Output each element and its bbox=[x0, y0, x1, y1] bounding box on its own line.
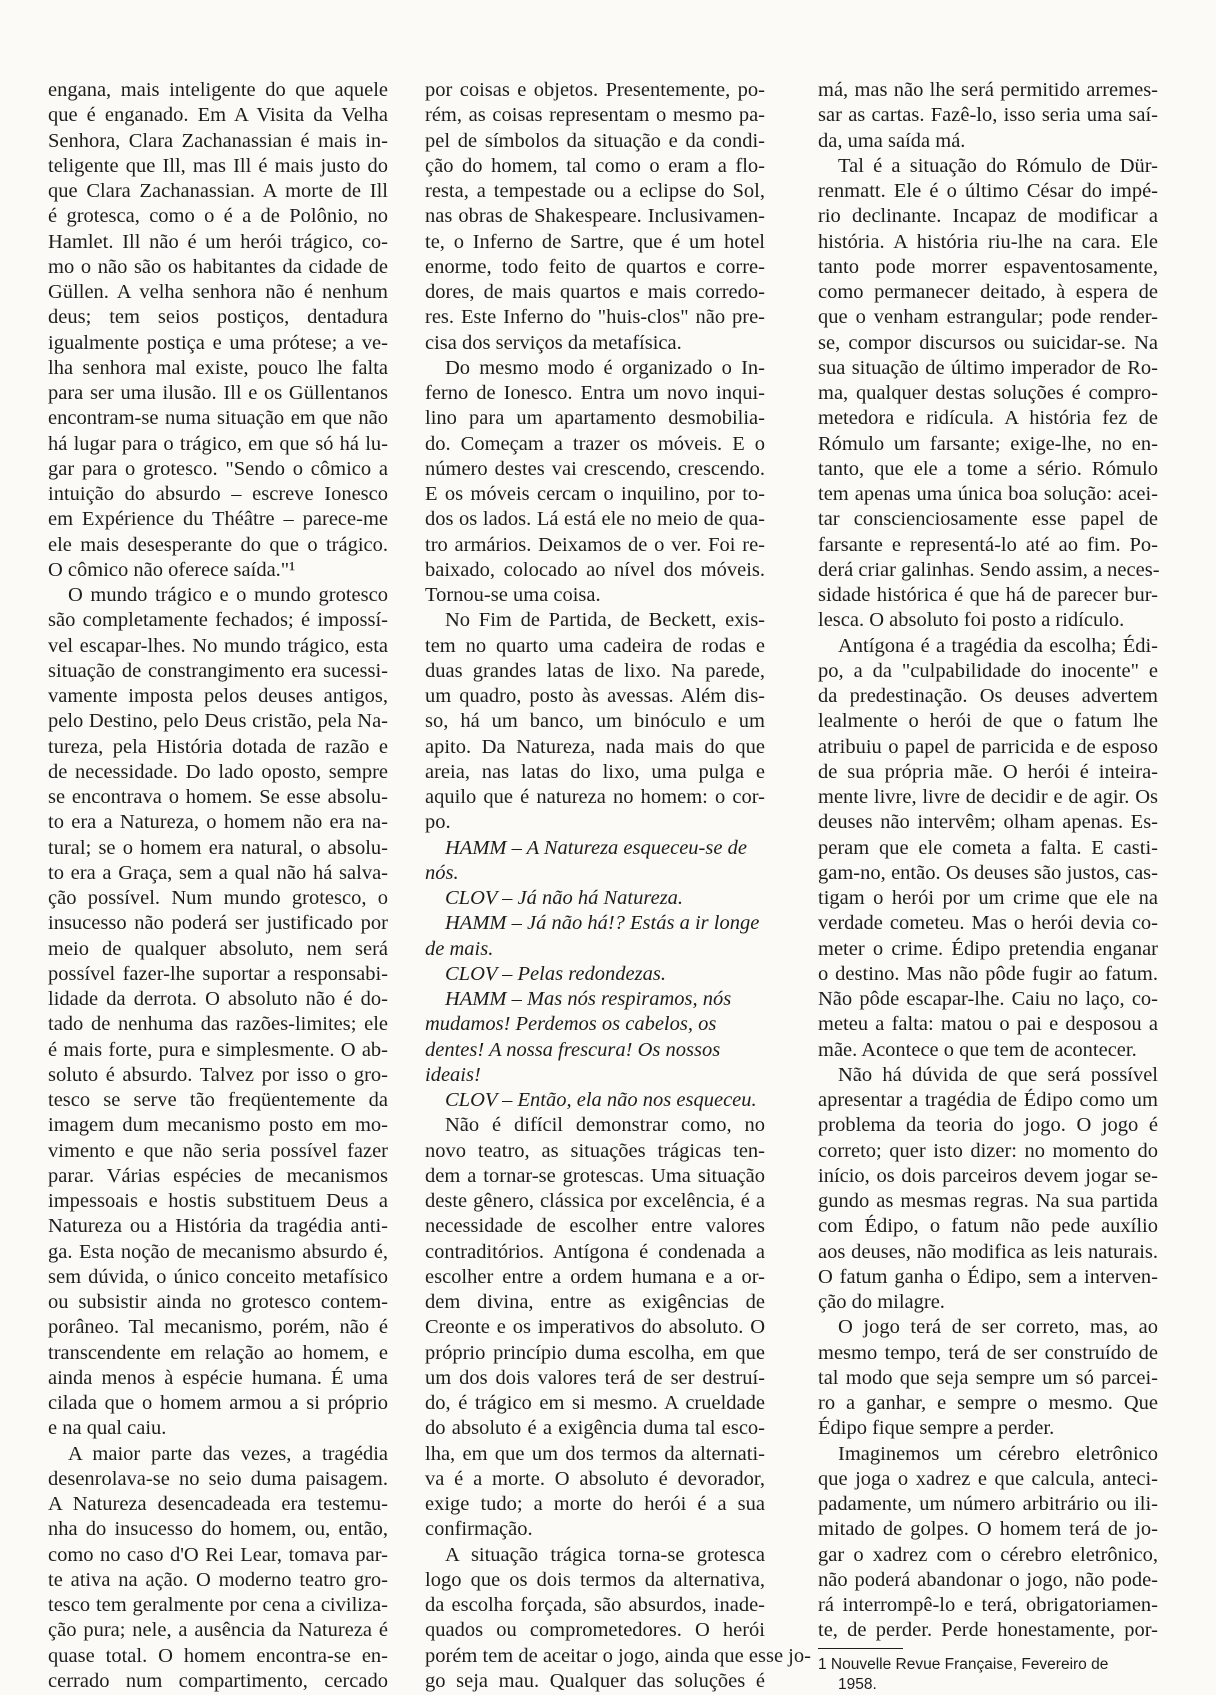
text-line: em Expérience du Théâtre – parece-me bbox=[48, 508, 388, 531]
text-line: história. A história riu-lhe na cara. Ele bbox=[818, 230, 1158, 253]
text-line: Rómulo um farsante; exige-lhe, no en- bbox=[818, 432, 1158, 455]
text-line: tal modo que seja sempre um só parcei- bbox=[818, 1366, 1158, 1389]
text-line: teligente que Ill, mas Ill é mais justo do bbox=[48, 154, 388, 177]
text-line: ção possível. Num mundo grotesco, o bbox=[48, 887, 388, 909]
text-line: escolher entre a ordem humana e a or- bbox=[425, 1265, 765, 1288]
text-line: engana, mais inteligente do que aquele bbox=[48, 79, 388, 101]
text-line: CLOV – Já não há Natureza. bbox=[445, 887, 684, 909]
text-line: tar conscienciosamente esse papel de bbox=[818, 508, 1158, 531]
text-line: to era a Natureza, o homem não era na- bbox=[48, 811, 388, 834]
text-line: por coisas e objetos. Presentemente, po- bbox=[425, 79, 765, 101]
text-line: mo o não são os habitantes da cidade de bbox=[48, 255, 388, 278]
text-line: novo teatro, as situações trágicas ten- bbox=[425, 1139, 765, 1162]
text-line: tureza, pela História dotada de razão e bbox=[48, 735, 388, 758]
footnote-line: 1958. bbox=[838, 1675, 877, 1693]
text-line: do. Começam a trazer os móveis. E o bbox=[425, 432, 765, 455]
text-line: porâneo. Tal mecanismo, porém, não é bbox=[48, 1316, 388, 1339]
text-line: nha do insucesso do homem, ou, então, bbox=[48, 1518, 388, 1541]
text-line: cerrado num compartimento, cercado bbox=[48, 1669, 388, 1692]
text-line: se, compor discursos ou suicidar-se. Na bbox=[818, 331, 1158, 354]
text-line: da, uma saída má. bbox=[818, 129, 966, 152]
text-line: situação de constrangimento era sucessi- bbox=[48, 659, 388, 682]
text-line: po, a da "culpabilidade do inocente" e bbox=[818, 659, 1158, 682]
text-line: impessoais e hostis substituem Deus a bbox=[48, 1190, 388, 1212]
text-line: deus; tem seios postiços, dentadura bbox=[48, 306, 388, 329]
text-line: te, de perder. Perde honestamente, por- bbox=[818, 1619, 1158, 1642]
text-line: próprio princípio duma escolha, em que bbox=[425, 1341, 765, 1364]
text-line: ainda menos à espécie humana. É uma bbox=[48, 1366, 388, 1389]
text-line: renmatt. Ele é o último César do impé- bbox=[818, 180, 1158, 202]
text-line: so, há um banco, um binóculo e um bbox=[425, 710, 765, 733]
text-line: mitado de golpes. O homem terá de jo- bbox=[818, 1518, 1158, 1541]
text-line: to era a Graça, sem a qual não há salva- bbox=[48, 861, 388, 884]
text-line: da escolha forçada, são absurdos, inade- bbox=[425, 1594, 765, 1616]
text-line: A Natureza desencadeada era testemu- bbox=[48, 1493, 388, 1515]
text-line: atribuiu o papel de parricida e de esposo bbox=[818, 735, 1158, 758]
text-line: um quadro, posto às avessas. Além dis- bbox=[425, 685, 765, 707]
text-line: tural; se o homem era natural, o absolu- bbox=[48, 836, 388, 859]
text-line: apito. Da Natureza, nada mais do que bbox=[425, 735, 765, 758]
text-line: possível fazer-lhe suportar a responsabi- bbox=[48, 962, 388, 985]
text-line: dentes! A nossa frescura! Os nossos bbox=[425, 1038, 721, 1061]
text-line: ção do homem, tal como o eram a flo- bbox=[425, 154, 765, 177]
text-line: HAMM – A Natureza esqueceu-se de bbox=[445, 836, 747, 859]
text-line: igualmente postiça e uma prótese; a ve- bbox=[48, 331, 388, 354]
text-line: Imaginemos um cérebro eletrônico bbox=[838, 1442, 1158, 1465]
text-line: CLOV – Então, ela não nos esqueceu. bbox=[445, 1089, 757, 1111]
text-line: tem apenas uma única boa solução: acei- bbox=[818, 483, 1158, 505]
text-line: tado de nenhuma das razões-limites; ele bbox=[48, 1013, 388, 1036]
text-line: ga. Esta noção de mecanismo absurdo é, bbox=[48, 1240, 388, 1263]
text-line: lha, em que um dos termos da alternati- bbox=[425, 1442, 765, 1465]
text-line: A situação trágica torna-se grotesca bbox=[445, 1543, 765, 1566]
text-line: rém, as coisas representam o mesmo pa- bbox=[425, 104, 765, 127]
text-line: parar. Várias espécies de mecanismos bbox=[48, 1164, 388, 1187]
text-line: Tal é a situação do Rómulo de Dür- bbox=[838, 154, 1158, 177]
text-line: intuição do absurdo – escreve Ionesco bbox=[48, 483, 388, 505]
text-line: rio declinante. Incapaz de modificar a bbox=[818, 205, 1158, 228]
text-line: que é enganado. Em A Visita da Velha bbox=[48, 104, 388, 127]
text-line: número destes vai crescendo, crescendo. bbox=[425, 457, 765, 480]
text-line: lino para um apartamento desmobilia- bbox=[425, 407, 765, 430]
text-line: verdade cometeu. Mas o herói devia co- bbox=[818, 912, 1158, 935]
text-line: cisa dos serviços da metafísica. bbox=[425, 331, 682, 354]
text-line: pelo Destino, pelo Deus cristão, pela Na- bbox=[48, 710, 388, 733]
text-line: encontram-se numa situação em que não bbox=[48, 407, 388, 430]
text-line: do absoluto é a exigência duma tal esco- bbox=[425, 1417, 765, 1440]
text-line: Natureza ou a História da tragédia anti- bbox=[48, 1215, 388, 1238]
text-line: No Fim de Partida, de Beckett, exis- bbox=[445, 609, 765, 632]
text-line: Senhora, Clara Zachanassian é mais in- bbox=[48, 129, 388, 152]
text-line: va é a morte. O absoluto é devorador, bbox=[425, 1467, 765, 1490]
text-line: quados ou comprometedores. O herói bbox=[425, 1619, 765, 1642]
text-line: po. bbox=[425, 811, 451, 834]
text-line: problema da teoria do jogo. O jogo é bbox=[818, 1114, 1158, 1137]
text-line: HAMM – Mas nós respiramos, nós bbox=[445, 988, 732, 1010]
text-line: má, mas não lhe será permitido arremes- bbox=[818, 79, 1158, 101]
text-line: Do mesmo modo é organizado o In- bbox=[445, 356, 765, 379]
text-line: Creonte e os imperativos do absoluto. O bbox=[425, 1316, 765, 1339]
text-line: insucesso não poderá ser justificado por bbox=[48, 912, 388, 935]
text-line: se encontrava o homem. Se esse absolu- bbox=[48, 786, 388, 808]
text-line: tesco se serve tão freqüentemente da bbox=[48, 1089, 388, 1111]
text-line: como permanecer deitado, à espera de bbox=[818, 281, 1158, 303]
text-line: vamente imposta pelos deuses antigos, bbox=[48, 685, 388, 707]
text-line: exige tudo; a morte do herói é a sua bbox=[425, 1493, 765, 1515]
text-line: gar para o grotesco. "Sendo o cômico a bbox=[48, 457, 388, 480]
text-line: dem divina, entre as exigências de bbox=[425, 1291, 765, 1313]
text-line: contraditórios. Antígona é condenada a bbox=[425, 1240, 765, 1263]
text-line: duas grandes latas de lixo. Na parede, bbox=[425, 659, 765, 682]
text-line: que o venham estrangular; pode render- bbox=[818, 306, 1158, 329]
text-line: não poderá abandonar o jogo, não pode- bbox=[818, 1568, 1158, 1591]
text-line: tanto, que ele a tome a sério. Rómulo bbox=[818, 457, 1158, 480]
text-line: metedora e ridícula. A história fez de bbox=[818, 407, 1158, 430]
text-line: baixado, colocado ao nível dos móveis. bbox=[425, 558, 765, 581]
text-line: quase total. O homem encontra-se en- bbox=[48, 1644, 388, 1667]
text-line: ção do milagre. bbox=[818, 1291, 945, 1313]
text-line: tro armários. Deixamos de o ver. Foi re- bbox=[425, 533, 765, 556]
text-line: Antígona é a tragédia da escolha; Édi- bbox=[838, 634, 1158, 657]
text-line: ro a ganhar, e sempre o mesmo. Que bbox=[818, 1392, 1158, 1414]
text-line: correto; quer isto dizer: no momento do bbox=[818, 1139, 1158, 1162]
text-line: meio de qualquer absoluto, nem será bbox=[48, 937, 388, 960]
text-line: tesco tem geralmente por cena a civiliza- bbox=[48, 1594, 388, 1616]
text-line: CLOV – Pelas redondezas. bbox=[445, 962, 666, 985]
text-line: derá criar galinhas. Sendo assim, a neces- bbox=[818, 558, 1160, 581]
text-line: aquilo que é natureza no homem: o cor- bbox=[425, 786, 765, 808]
footnote-line: 1 Nouvelle Revue Française, Fevereiro de bbox=[818, 1655, 1109, 1673]
text-line: rá interrompê-lo e terá, obrigatoriamen- bbox=[818, 1594, 1158, 1616]
text-line: sem dúvida, o único conceito metafísico bbox=[48, 1265, 388, 1288]
text-line: desenrolava-se no seio duma paisagem. bbox=[48, 1467, 388, 1490]
text-line: farsante e representá-lo até ao fim. Po- bbox=[818, 533, 1158, 556]
text-line: Hamlet. Ill não é um herói trágico, co- bbox=[48, 230, 388, 253]
text-line: cilada que o homem armou a si próprio bbox=[48, 1392, 388, 1414]
text-line: vel escapar-lhes. No mundo trágico, esta bbox=[48, 634, 388, 657]
text-line: tigam o herói por um crime que ele na bbox=[818, 887, 1158, 909]
text-line: padamente, um número arbitrário ou ili- bbox=[818, 1493, 1158, 1515]
text-line: Güllen. A velha senhora não é nenhum bbox=[48, 281, 388, 303]
text-line: mente livre, livre de decidir e de agir. Os bbox=[818, 786, 1158, 808]
text-line: deste gênero, clássica por excelência, é a bbox=[425, 1190, 765, 1212]
text-line: A maior parte das vezes, a tragédia bbox=[68, 1442, 388, 1465]
text-line: aos deuses, não modifica as leis naturais. bbox=[818, 1240, 1158, 1263]
text-line: deuses não intervêm; olham apenas. Es- bbox=[818, 811, 1158, 834]
text-line: mudamos! Perdemos os cabelos, os bbox=[425, 1013, 717, 1036]
text-line: são completamente fechados; é impossí- bbox=[48, 609, 388, 632]
text-line: início, os dois parceiros devem jogar se- bbox=[818, 1164, 1158, 1187]
text-line: lealmente o herói de que o fatum lhe bbox=[818, 710, 1158, 733]
text-line: mãe. Acontece o que tem de acontecer. bbox=[818, 1038, 1137, 1061]
text-line: meteu a falta: matou o pai e desposou a bbox=[818, 1013, 1158, 1036]
text-line: lha senhora mal existe, pouco lhe falta bbox=[48, 356, 388, 379]
text-line: peram que ele cometa a falta. E casti- bbox=[818, 836, 1158, 859]
text-line: mesmo tempo, terá de ser construído de bbox=[818, 1341, 1158, 1364]
text-line: porém tem de aceitar o jogo, ainda que esse jo- bbox=[425, 1644, 811, 1667]
text-line: gar o xadrez com o cérebro eletrônico, bbox=[818, 1543, 1158, 1566]
text-line: ferno de Ionesco. Entra um novo inqui- bbox=[425, 382, 765, 404]
text-column-2 bbox=[425, 78, 811, 1694]
text-line: como no caso d'O Rei Lear, tomava par- bbox=[48, 1543, 388, 1566]
text-line: Tornou-se uma coisa. bbox=[425, 584, 601, 606]
text-line: O mundo trágico e o mundo grotesco bbox=[68, 584, 388, 606]
text-line: do, é trágico em si mesmo. A crueldade bbox=[425, 1392, 765, 1414]
text-line: vimento e que não seria possível fazer bbox=[48, 1139, 388, 1162]
text-line: há lugar para o trágico, em que só há lu- bbox=[48, 432, 388, 455]
text-line: lidade da derrota. O absoluto não é do- bbox=[48, 988, 388, 1010]
text-line: O fatum ganha o Édipo, sem a interven- bbox=[818, 1265, 1158, 1288]
text-line: para ser uma ilusão. Ill e os Güllentanos bbox=[48, 382, 388, 404]
text-line: é grotesca, como o é a de Polônio, no bbox=[48, 205, 388, 228]
text-line: que joga o xadrez e que calcula, anteci- bbox=[818, 1467, 1158, 1490]
text-line: resta, a tempestade ou a eclipse do Sol, bbox=[425, 180, 765, 202]
text-line: enorme, todo feito de quartos e corre- bbox=[425, 255, 765, 278]
text-line: da predestinação. Os deuses advertem bbox=[818, 685, 1158, 707]
text-line: com Édipo, o fatum não pede auxílio bbox=[818, 1215, 1158, 1238]
text-line: ou subsistir ainda no grotesco contem- bbox=[48, 1291, 388, 1313]
text-line: go seja mau. Qualquer das soluções é bbox=[425, 1669, 765, 1692]
text-line: confirmação. bbox=[425, 1518, 533, 1541]
text-line: de necessidade. Do lado oposto, sempre bbox=[48, 760, 388, 783]
text-line: soluto é absurdo. Talvez por isso o gro- bbox=[48, 1063, 388, 1086]
text-line: res. Este Inferno do "huis-clos" não pre- bbox=[425, 306, 765, 329]
text-line: Édipo fique sempre a perder. bbox=[818, 1417, 1055, 1440]
text-line: tem no quarto uma cadeira de rodas e bbox=[425, 634, 765, 657]
text-line: nas obras de Shakespeare. Inclusivamen- bbox=[425, 205, 765, 228]
text-line: necessidade de escolher entre valores bbox=[425, 1215, 765, 1238]
text-line: um dos dois valores terá de ser destruí- bbox=[425, 1366, 765, 1389]
text-line: te, o Inferno de Sartre, que é um hotel bbox=[425, 230, 765, 253]
text-line: areia, nas latas do lixo, uma pulga e bbox=[425, 760, 765, 783]
text-line: te ativa na ação. O moderno teatro gro- bbox=[48, 1568, 388, 1591]
text-line: nós. bbox=[425, 861, 459, 884]
text-line: e na qual caiu. bbox=[48, 1417, 167, 1440]
text-line: dem a tornar-se grotescas. Uma situação bbox=[425, 1164, 765, 1187]
text-line: gam-no, então. Os deuses são justos, cas- bbox=[818, 861, 1158, 884]
text-line: dores, de mais quartos e mais corredo- bbox=[425, 281, 765, 303]
text-line: imagem dum mecanismo posto em mo- bbox=[48, 1114, 388, 1137]
text-line: de sua própria mãe. O herói é inteira- bbox=[818, 760, 1158, 783]
text-line: de mais. bbox=[425, 937, 494, 960]
text-line: E os móveis cercam o inquilino, por to- bbox=[425, 483, 765, 505]
text-line: pel de símbolos da situação e da condi- bbox=[425, 129, 765, 152]
text-line: ideais! bbox=[425, 1063, 481, 1086]
text-column-1 bbox=[48, 78, 388, 1694]
text-line: gundo as mesmas regras. Na sua partida bbox=[818, 1190, 1158, 1212]
text-line: ele mais desesperante do que o trágico. bbox=[48, 533, 388, 556]
text-line: HAMM – Já não há!? Estás a ir longe bbox=[445, 912, 760, 935]
text-line: que Clara Zachanassian. A morte de Ill bbox=[48, 180, 388, 202]
text-line: sua situação de último imperador de Ro- bbox=[818, 356, 1158, 379]
text-line: O jogo terá de ser correto, mas, ao bbox=[838, 1316, 1158, 1339]
text-line: meter o crime. Édipo pretendia enganar bbox=[818, 937, 1158, 960]
text-line: lesca. O absoluto foi posto a ridículo. bbox=[818, 609, 1125, 632]
text-line: Não pôde escapar-lhe. Caiu no laço, co- bbox=[818, 988, 1158, 1010]
text-line: apresentar a tragédia de Édipo como um bbox=[818, 1089, 1158, 1111]
text-line: transcendente em relação ao homem, e bbox=[48, 1341, 388, 1364]
text-line: tanto pode morrer espaventosamente, bbox=[818, 255, 1158, 278]
text-line: Não há dúvida de que será possível bbox=[838, 1063, 1158, 1086]
text-column-3 bbox=[818, 78, 1158, 1695]
footnote-rule bbox=[818, 1648, 903, 1649]
text-line: é mais forte, pura e simplesmente. O ab- bbox=[48, 1038, 388, 1061]
text-line: ção pura; nele, a ausência da Natureza é bbox=[48, 1619, 388, 1642]
text-line: o destino. Mas não pôde fugir ao fatum. bbox=[818, 962, 1158, 985]
text-line: O cômico não oferece saída."¹ bbox=[48, 558, 296, 581]
text-line: sidade histórica é que há de parecer bur- bbox=[818, 584, 1158, 606]
text-line: sar as cartas. Fazê-lo, isso seria uma saí- bbox=[818, 104, 1158, 127]
text-line: dos os lados. Lá está ele no meio de qua- bbox=[425, 508, 765, 531]
text-line: ma, qualquer destas soluções é compro- bbox=[818, 382, 1158, 404]
text-line: Não é difícil demonstrar como, no bbox=[445, 1114, 765, 1137]
text-line: logo que os dois termos da alternativa, bbox=[425, 1568, 765, 1591]
